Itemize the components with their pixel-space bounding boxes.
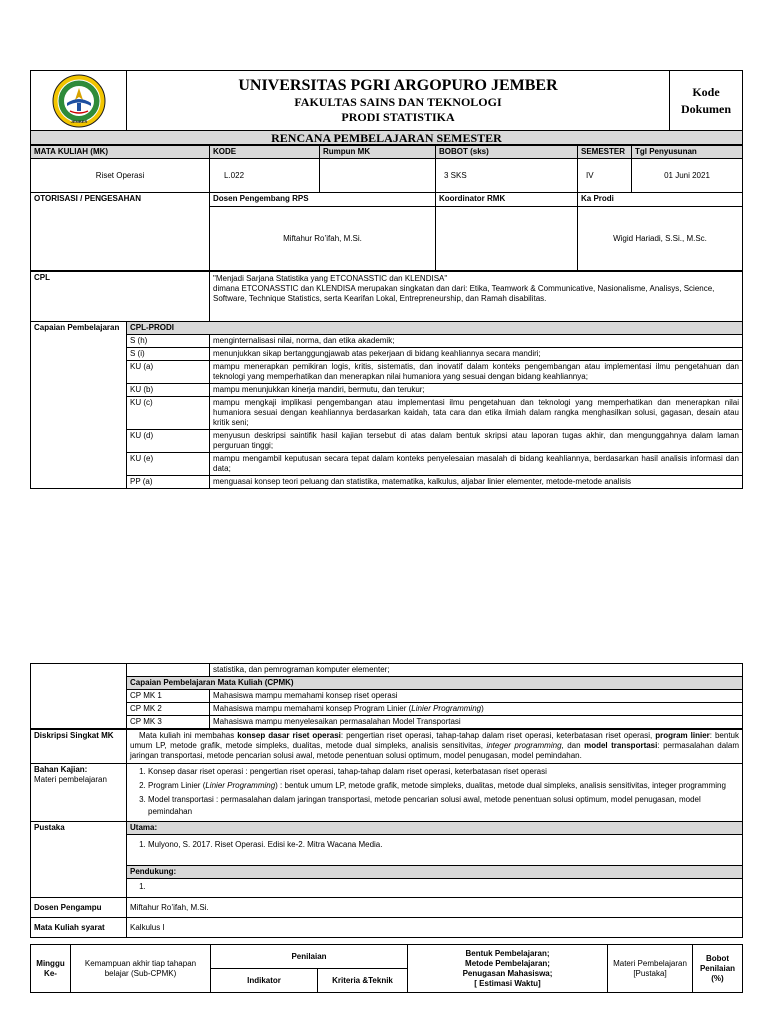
- cpl-statement: menunjukkan sikap bertanggungjawab atas pekerjaan di bidang keahliannya secara mandiri;: [210, 348, 743, 361]
- otorisasi-label: OTORISASI / PENGESAHAN: [31, 193, 210, 271]
- col-kode-header: KODE: [210, 146, 320, 159]
- desc-part: : permasalahan dalam jaringan transportasi, metode pencarian solusi awal, metode penentuan solusi optimum, model penugasan, model pemindahan.: [130, 741, 740, 760]
- bahan-sublabel: Materi pembelajaran: [34, 775, 107, 784]
- list-item: 1. Mulyono, S. 2017. Riset Operasi. Edisi ke-2. Mitra Wacana Media.: [148, 839, 742, 851]
- cpl-statement: menginternalisasi nilai, norma, dan etika akademik;: [210, 335, 743, 348]
- desc-italic: integer programming: [486, 741, 562, 750]
- cpmk-text-b: ): [481, 704, 484, 713]
- cpl-description: dimana ETCONASSTIC dan KLENDISA merupakan singkatan dan dari: Etika, Teamwork & Communicative, Nasionalisme, Analisys, Science, Software, Technique Statistics, serta Kearifan Lokal, Entrepreneurship, dan Ramah disabilitas.: [213, 284, 715, 303]
- cpl-code: PP (a): [127, 476, 210, 489]
- col-penilaian: Penilaian: [211, 945, 408, 969]
- table-row: [31, 335, 743, 348]
- cpl-code: S (i): [127, 348, 210, 361]
- course-info-table: [30, 145, 743, 271]
- program-name: PRODI STATISTIKA: [341, 109, 455, 124]
- bahan-item2-italic: Linier Programming: [205, 781, 276, 790]
- bahan-list-cell: [127, 764, 743, 822]
- cpl-code: S (h): [127, 335, 210, 348]
- dosen-pengampu-label: Dosen Pengampu: [31, 898, 127, 918]
- rps-page-1: [30, 70, 742, 489]
- rps-header-table: [30, 70, 743, 145]
- table-row: [31, 384, 743, 397]
- koordinator-name: [436, 207, 578, 271]
- table-row: [31, 716, 743, 729]
- course-date: 01 Juni 2021: [632, 159, 743, 193]
- col-semester-header: SEMESTER: [578, 146, 632, 159]
- cpl-table: [30, 271, 743, 489]
- cpmk-table: [30, 663, 743, 729]
- kaprodi-label: Ka Prodi: [578, 193, 743, 207]
- syarat-value: Kalkulus I: [127, 918, 743, 938]
- weekly-plan-header: [30, 944, 743, 993]
- course-code: L.022: [210, 159, 320, 193]
- pustaka-utama-label: Utama:: [127, 822, 743, 835]
- col-bobot: Bobot Penilaian (%): [693, 945, 743, 993]
- document-title: RENCANA PEMBELAJARAN SEMESTER: [31, 131, 743, 145]
- logo-cell: [31, 71, 127, 131]
- bahan-list: [130, 766, 739, 818]
- table-row: [31, 430, 743, 453]
- table-row: [31, 453, 743, 476]
- cpmk-code: CP MK 2: [127, 703, 210, 716]
- description-table: [30, 729, 743, 938]
- faculty-name: FAKULTAS SAINS DAN TEKNOLOGI: [294, 94, 502, 109]
- cpl-statement: menyusun deskripsi saintifik hasil kajian tersebut di atas dalam bentuk skripsi atau laporan tugas akhir, dan mengunggahnya dalam laman perguruan tinggi;: [210, 430, 743, 453]
- cpl-code: KU (e): [127, 453, 210, 476]
- desc-part: Mata kuliah ini membahas: [139, 731, 238, 740]
- pustaka-utama-list: [127, 835, 742, 859]
- cpl-statement: menguasai konsep teori peluang dan statistika, matematika, kalkulus, aljabar linier elementer, metode-metode analisis: [210, 476, 743, 489]
- course-name: Riset Operasi: [31, 159, 210, 193]
- bentuk-line: Penugasan Mahasiswa;: [462, 968, 553, 978]
- deskripsi-text: [127, 730, 743, 764]
- table-row: [31, 476, 743, 489]
- cpl-statement: mampu menunjukkan kinerja mandiri, bermutu, dan terukur;: [210, 384, 743, 397]
- table-row: [31, 348, 743, 361]
- doc-code-cell: [670, 71, 743, 131]
- cpmk-header: Capaian Pembelajaran Mata Kuliah (CPMK): [127, 677, 743, 690]
- cpmk-text-italic: Linier Programming: [411, 704, 482, 713]
- syarat-label: Mata Kuliah syarat: [31, 918, 127, 938]
- cpl-code: KU (b): [127, 384, 210, 397]
- list-item: [148, 780, 739, 792]
- desc-part: , dan: [561, 741, 585, 750]
- cpl-code: KU (c): [127, 397, 210, 430]
- desc-part: : bentuk umum LP, metode grafik, metode simpleks, dualitas, metode dual simpleks, analisis sensitivitas,: [130, 731, 739, 750]
- university-name: UNIVERSITAS PGRI ARGOPURO JEMBER: [238, 76, 558, 94]
- pustaka-pendukung-list: [127, 879, 742, 897]
- bahan-label: Bahan Kajian:: [34, 765, 88, 774]
- cpl-continuation: statistika, dan pemrograman komputer elementer;: [210, 664, 743, 677]
- col-materi: Materi Pembelajaran [Pustaka]: [608, 945, 693, 993]
- list-item: [148, 881, 742, 893]
- cpmk-text-a: Mahasiswa mampu memahami konsep Program Linier (: [213, 704, 412, 713]
- bentuk-line: Bentuk Pembelajaran;: [465, 948, 550, 958]
- rps-page-2: [30, 663, 742, 993]
- cpmk-code: CP MK 1: [127, 690, 210, 703]
- cpl-motto: "Menjadi Sarjana Statistika yang ETCONASSTIC dan KLENDISA": [213, 274, 448, 283]
- bentuk-line: Metode Pembelajaran;: [465, 958, 550, 968]
- course-bobot: 3 SKS: [436, 159, 578, 193]
- col-kemampuan: Kemampuan akhir tiap tahapan belajar (Sub-CPMK): [71, 945, 211, 993]
- cpmk-text: Mahasiswa mampu menyelesaikan permasalahan Model Transportasi: [210, 716, 743, 729]
- spacer-cell: [31, 664, 127, 729]
- col-bobot-header: BOBOT (sks): [436, 146, 578, 159]
- desc-bold: konsep dasar riset operasi: [237, 731, 341, 740]
- cpl-label: CPL: [31, 272, 210, 322]
- institution-cell: [127, 71, 670, 131]
- cpl-code: KU (a): [127, 361, 210, 384]
- bahan-item2-b: ) : bentuk umum LP, metode grafik, metode simpleks, dualitas, metode dual simpleks, analisis sensitivitas, integer programming: [275, 781, 726, 790]
- koordinator-label: Koordinator RMK: [436, 193, 578, 207]
- course-semester: IV: [578, 159, 632, 193]
- cpl-statement: mampu menerapkan pemikiran logis, kritis, sistematis, dan inovatif dalam konteks pengembangan atau implementasi ilmu pengetahuan dan teknologi yang memperhatikan dan menerapkan nilai humaniora yang sesuai dengan bidang keahliannya;: [210, 361, 743, 384]
- col-mk-header: MATA KULIAH (MK): [31, 146, 210, 159]
- desc-part: : pengertian riset operasi, tahap-tahap dalam riset operasi, keterbatasan riset operasi,: [340, 731, 656, 740]
- doc-code-label: Kode: [692, 84, 720, 99]
- capaian-label: Capaian Pembelajaran: [31, 322, 127, 489]
- doc-code-label-2: Dokumen: [680, 101, 731, 116]
- bahan-item2-a: Program Linier (: [148, 781, 206, 790]
- deskripsi-label: Diskripsi Singkat MK: [31, 730, 127, 764]
- cpl-statement: mampu mengkaji implikasi pengembangan atau implementasi ilmu pengetahuan dan teknologi yang memperhatikan dan menerapkan nilai humaniora sesuai dengan keahliannya berdasarkan kaidah, tata cara dan etika ilmiah dalam rangka menghasilkan solusi, gagasan, desain atau kritik seni;: [210, 397, 743, 430]
- list-item: 1. Konsep dasar riset operasi : pengertian riset operasi, tahap-tahap dalam riset operasi, keterbatasan riset operasi: [148, 766, 739, 778]
- table-row: [31, 397, 743, 430]
- desc-bold: model transportasi: [584, 741, 658, 750]
- cpl-prodi-header: CPL-PRODI: [127, 322, 743, 335]
- list-item: 3. Model transportasi : permasalahan dalam jaringan transportasi, metode pencarian solusi awal, metode penentuan solusi optimum, model penugasan, model pemindahan: [148, 794, 739, 818]
- table-row: [31, 703, 743, 716]
- logo-text: JEMBER: [70, 118, 87, 124]
- bentuk-line: [ Estimasi Waktu]: [474, 978, 541, 988]
- dosen-pengembang-label: Dosen Pengembang RPS: [210, 193, 436, 207]
- col-indikator: Indikator: [211, 969, 318, 993]
- pustaka-label: Pustaka: [31, 822, 127, 898]
- cpl-text: [210, 272, 743, 322]
- cpmk-code: CP MK 3: [127, 716, 210, 729]
- table-row: [31, 361, 743, 384]
- dosen-pengembang-name: Miftahur Ro’ifah, M.Si.: [210, 207, 436, 271]
- col-bentuk: [408, 945, 608, 993]
- pustaka-utama-cell: [127, 835, 743, 898]
- university-seal-icon: [49, 73, 109, 129]
- table-row: [31, 690, 743, 703]
- pustaka-pendukung-label: Pendukung:: [127, 865, 742, 879]
- empty-code-cell: [127, 664, 210, 677]
- desc-bold: program linier: [655, 731, 710, 740]
- bahan-label-cell: [31, 764, 127, 822]
- course-rumpun: [320, 159, 436, 193]
- cpl-code: KU (d): [127, 430, 210, 453]
- col-minggu: Minggu Ke-: [31, 945, 71, 993]
- dosen-pengampu-name: Miftahur Ro’ifah, M.Si.: [127, 898, 743, 918]
- col-tgl-header: Tgl Penyusunan: [632, 146, 743, 159]
- col-rumpun-header: Rumpun MK: [320, 146, 436, 159]
- cpl-statement: mampu mengambil keputusan secara tepat dalam konteks penyelesaian masalah di bidang keahliannya, berdasarkan hasil analisis informasi dan data;: [210, 453, 743, 476]
- cpmk-text: Mahasiswa mampu memahami konsep riset operasi: [210, 690, 743, 703]
- cpmk-text: [210, 703, 743, 716]
- kaprodi-name: Wigid Hariadi, S.Si., M.Sc.: [578, 207, 743, 271]
- col-kriteria: Kriteria &Teknik: [318, 969, 408, 993]
